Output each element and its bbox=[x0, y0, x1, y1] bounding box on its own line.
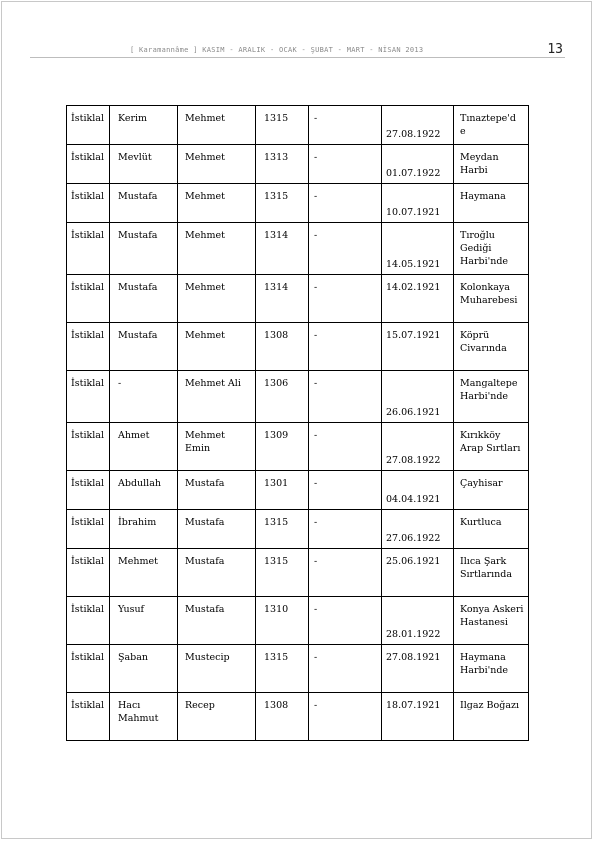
cell-unit: İstiklal bbox=[67, 275, 110, 323]
date-text: 15.07.1921 bbox=[386, 330, 441, 341]
date-text: 14.02.1921 bbox=[386, 282, 441, 293]
cell-born: 1314 bbox=[256, 275, 309, 323]
page-number: 13 bbox=[547, 42, 563, 57]
cell-born: 1308 bbox=[256, 323, 309, 371]
cell-born: 1315 bbox=[256, 510, 309, 549]
cell-place: Çayhisar bbox=[454, 471, 529, 510]
cell-unit: İstiklal bbox=[67, 597, 110, 645]
cell-unit: İstiklal bbox=[67, 423, 110, 471]
cell-date bbox=[382, 323, 454, 371]
cell-date bbox=[382, 423, 454, 471]
cell-place: Haymana Harbi'nde bbox=[454, 645, 529, 693]
table-row bbox=[67, 645, 529, 693]
cell-unit: İstiklal bbox=[67, 323, 110, 371]
cell-dash: - bbox=[309, 597, 382, 645]
cell-date bbox=[382, 145, 454, 184]
cell-father: Mehmet bbox=[178, 184, 256, 223]
cell-name: Şaban bbox=[110, 645, 178, 693]
cell-place: Konya Askeri Hastanesi bbox=[454, 597, 529, 645]
cell-unit: İstiklal bbox=[67, 145, 110, 184]
cell-name: Mehmet bbox=[110, 549, 178, 597]
cell-name: Mustafa bbox=[110, 275, 178, 323]
cell-father: Mehmet bbox=[178, 323, 256, 371]
cell-born: 1314 bbox=[256, 223, 309, 275]
cell-place: Ilıca Şark Sırtlarında bbox=[454, 549, 529, 597]
cell-place: Tınaztepe'd e bbox=[454, 106, 529, 145]
cell-name: Yusuf bbox=[110, 597, 178, 645]
cell-born: 1315 bbox=[256, 645, 309, 693]
date-text: 04.04.1921 bbox=[386, 494, 441, 505]
cell-father: Mehmet Ali bbox=[178, 371, 256, 423]
table-row bbox=[67, 693, 529, 741]
cell-name: Kerim bbox=[110, 106, 178, 145]
cell-unit: İstiklal bbox=[67, 223, 110, 275]
table-row bbox=[67, 549, 529, 597]
cell-place: Köprü Civarında bbox=[454, 323, 529, 371]
cell-name: İbrahim bbox=[110, 510, 178, 549]
table-row bbox=[67, 275, 529, 323]
cell-name: Ahmet bbox=[110, 423, 178, 471]
cell-unit: İstiklal bbox=[67, 106, 110, 145]
date-text: 01.07.1922 bbox=[386, 168, 441, 179]
cell-name: Mustafa bbox=[110, 323, 178, 371]
cell-father: Mehmet bbox=[178, 145, 256, 184]
cell-date bbox=[382, 275, 454, 323]
cell-dash: - bbox=[309, 275, 382, 323]
cell-place: Tıroğlu Gediği Harbi'nde bbox=[454, 223, 529, 275]
cell-date bbox=[382, 549, 454, 597]
table-row bbox=[67, 423, 529, 471]
cell-dash: - bbox=[309, 145, 382, 184]
cell-place: Haymana bbox=[454, 184, 529, 223]
date-text: 18.07.1921 bbox=[386, 700, 441, 711]
cell-name: Mustafa bbox=[110, 223, 178, 275]
table-row bbox=[67, 145, 529, 184]
cell-unit: İstiklal bbox=[67, 510, 110, 549]
table-row bbox=[67, 223, 529, 275]
cell-unit: İstiklal bbox=[67, 371, 110, 423]
table-row bbox=[67, 471, 529, 510]
cell-dash: - bbox=[309, 693, 382, 741]
cell-place: Ilgaz Boğazı bbox=[454, 693, 529, 741]
cell-dash: - bbox=[309, 371, 382, 423]
cell-father: Mehmet Emin bbox=[178, 423, 256, 471]
cell-father: Mustecip bbox=[178, 645, 256, 693]
page-header bbox=[30, 42, 565, 58]
cell-unit: İstiklal bbox=[67, 645, 110, 693]
cell-dash: - bbox=[309, 423, 382, 471]
cell-date bbox=[382, 645, 454, 693]
date-text: 27.08.1922 bbox=[386, 455, 441, 466]
cell-place: Kırıkköy Arap Sırtları bbox=[454, 423, 529, 471]
cell-name: - bbox=[110, 371, 178, 423]
table-row bbox=[67, 106, 529, 145]
table-row bbox=[67, 371, 529, 423]
cell-born: 1315 bbox=[256, 549, 309, 597]
cell-name: Hacı Mahmut bbox=[110, 693, 178, 741]
table-row bbox=[67, 323, 529, 371]
table-row bbox=[67, 597, 529, 645]
date-text: 10.07.1921 bbox=[386, 207, 441, 218]
cell-father: Mehmet bbox=[178, 275, 256, 323]
cell-name: Abdullah bbox=[110, 471, 178, 510]
date-text: 26.06.1921 bbox=[386, 407, 441, 418]
cell-dash: - bbox=[309, 184, 382, 223]
cell-place: Kolonkaya Muharebesi bbox=[454, 275, 529, 323]
cell-dash: - bbox=[309, 645, 382, 693]
cell-unit: İstiklal bbox=[67, 471, 110, 510]
cell-place: Kurtluca bbox=[454, 510, 529, 549]
cell-father: Mehmet bbox=[178, 223, 256, 275]
date-text: 25.06.1921 bbox=[386, 556, 441, 567]
table-row bbox=[67, 184, 529, 223]
cell-name: Mustafa bbox=[110, 184, 178, 223]
cell-date bbox=[382, 693, 454, 741]
cell-born: 1301 bbox=[256, 471, 309, 510]
cell-father: Mustafa bbox=[178, 471, 256, 510]
date-text: 27.08.1921 bbox=[386, 652, 441, 663]
cell-date bbox=[382, 371, 454, 423]
cell-born: 1310 bbox=[256, 597, 309, 645]
cell-born: 1309 bbox=[256, 423, 309, 471]
cell-unit: İstiklal bbox=[67, 184, 110, 223]
martyrs-table bbox=[66, 105, 529, 741]
cell-dash: - bbox=[309, 549, 382, 597]
cell-date bbox=[382, 184, 454, 223]
date-text: 14.05.1921 bbox=[386, 259, 441, 270]
cell-date bbox=[382, 510, 454, 549]
table-row bbox=[67, 510, 529, 549]
cell-dash: - bbox=[309, 471, 382, 510]
cell-dash: - bbox=[309, 106, 382, 145]
cell-dash: - bbox=[309, 323, 382, 371]
cell-born: 1308 bbox=[256, 693, 309, 741]
cell-unit: İstiklal bbox=[67, 693, 110, 741]
cell-place: Meydan Harbi bbox=[454, 145, 529, 184]
date-text: 27.08.1922 bbox=[386, 129, 441, 140]
date-text: 28.01.1922 bbox=[386, 629, 441, 640]
cell-dash: - bbox=[309, 510, 382, 549]
cell-born: 1315 bbox=[256, 106, 309, 145]
cell-unit: İstiklal bbox=[67, 549, 110, 597]
cell-place: Mangaltepe Harbi'nde bbox=[454, 371, 529, 423]
cell-date bbox=[382, 106, 454, 145]
header-divider bbox=[30, 57, 565, 58]
cell-date bbox=[382, 597, 454, 645]
cell-father: Mustafa bbox=[178, 549, 256, 597]
cell-date bbox=[382, 471, 454, 510]
cell-father: Mustafa bbox=[178, 597, 256, 645]
date-text: 27.06.1922 bbox=[386, 533, 441, 544]
cell-father: Mehmet bbox=[178, 106, 256, 145]
running-title: [ Karamannâme ] KASIM - ARALIK - OCAK - ŞUBAT - MART - NİSAN 2013 bbox=[130, 46, 424, 54]
cell-dash: - bbox=[309, 223, 382, 275]
cell-name: Mevlüt bbox=[110, 145, 178, 184]
cell-father: Mustafa bbox=[178, 510, 256, 549]
cell-date bbox=[382, 223, 454, 275]
cell-born: 1315 bbox=[256, 184, 309, 223]
cell-born: 1313 bbox=[256, 145, 309, 184]
cell-born: 1306 bbox=[256, 371, 309, 423]
cell-father: Recep bbox=[178, 693, 256, 741]
